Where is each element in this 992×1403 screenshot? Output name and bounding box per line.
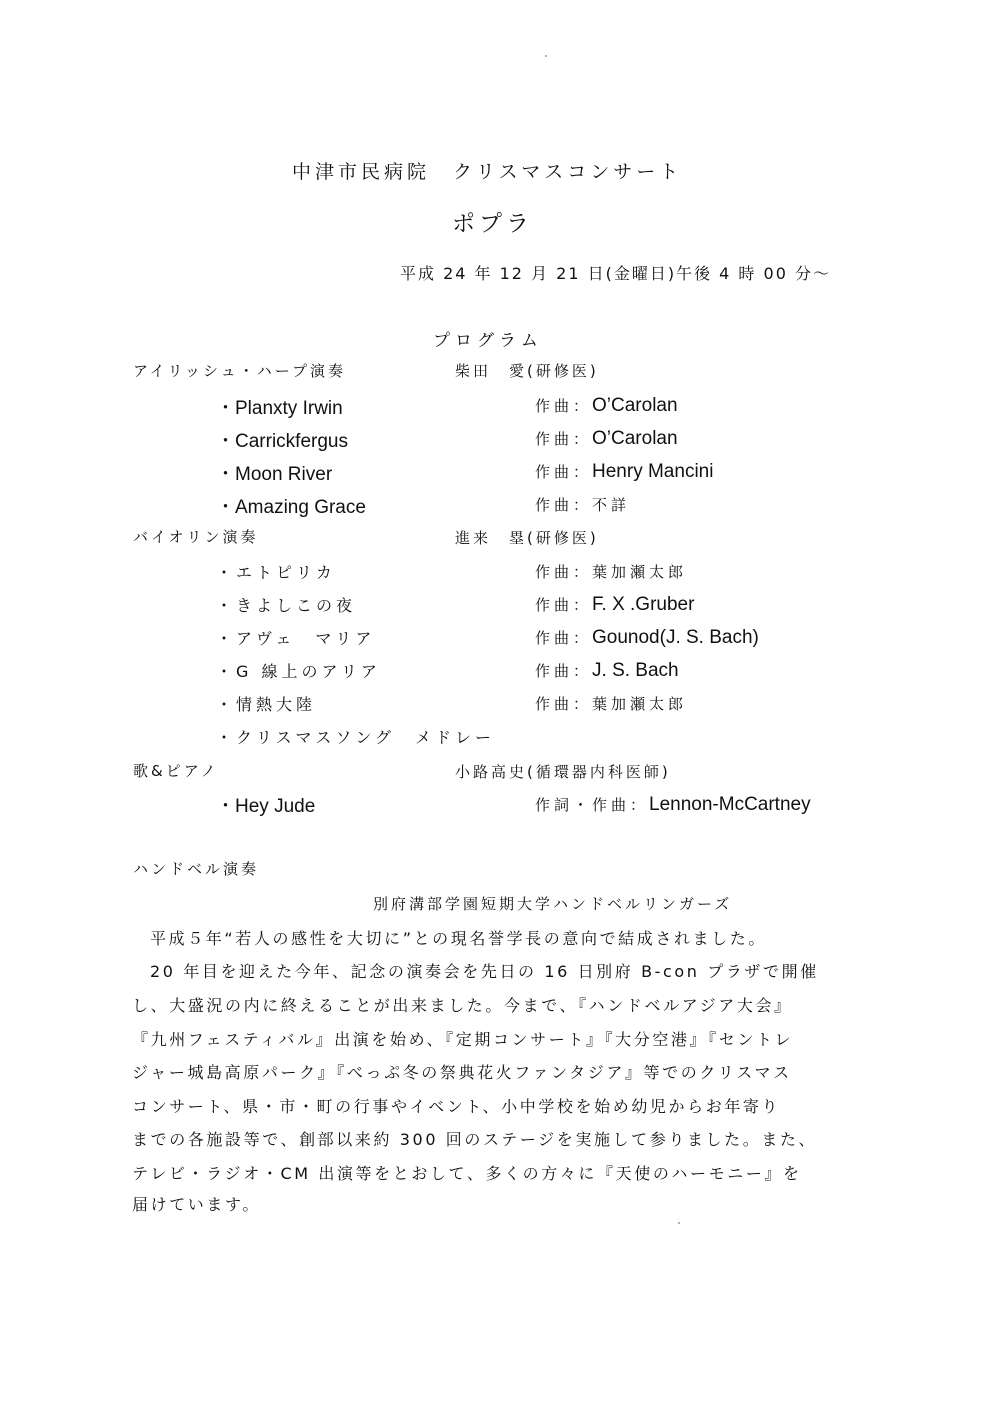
credit-name: Lennon-McCartney <box>649 794 811 815</box>
credit-label: 作曲： <box>535 496 593 514</box>
group-name-poplar: ポプラ <box>452 211 533 237</box>
composer-credit <box>535 660 679 682</box>
handbell-group-name: 別府溝部学園短期大学ハンドベルリンガーズ <box>373 895 733 913</box>
program-item: ・Planxty Irwin <box>216 398 343 419</box>
paragraph-line: テレビ・ラジオ・CM 出演等をとおして、多くの方々に『天使のハーモニー』を <box>132 1164 802 1183</box>
credit-name: O’Carolan <box>592 428 678 449</box>
composer-credit <box>535 794 811 816</box>
paragraph-line: 20 年目を迎えた今年、記念の演奏会を先日の 16 日別府 B-con プラザで開催 <box>150 962 819 981</box>
concert-title: 中津市民病院 クリスマスコンサート <box>292 161 683 183</box>
composer-credit <box>535 693 687 714</box>
composer-credit <box>535 395 678 417</box>
performer-harp: 柴田 愛(研修医) <box>455 362 599 380</box>
credit-label: 作曲： <box>535 662 593 680</box>
program-item: ・エトピリカ <box>216 563 336 582</box>
composer-credit <box>535 594 694 616</box>
program-item: ・Moon River <box>216 464 333 485</box>
credit-name: F. X .Gruber <box>592 594 695 615</box>
section-label-vocal-piano: 歌&ピアノ <box>133 762 219 780</box>
program-item: ・Hey Jude <box>216 796 316 817</box>
paragraph-line: し、大盛況の内に終えることが出来ました。今まで、『ハンドベルアジア大会』 <box>132 996 793 1015</box>
program-item: ・きよしこの夜 <box>216 596 357 615</box>
credit-name: 葉加瀬太郎 <box>592 695 688 713</box>
credit-name: O’Carolan <box>592 395 678 416</box>
performer-violin: 進来 塁(研修医) <box>455 529 599 547</box>
composer-credit <box>535 428 678 450</box>
credit-name: Gounod(J. S. Bach) <box>592 627 759 648</box>
paragraph-line: 『九州フェスティバル』出演を始め、『定期コンサート』『大分空港』『セントレ <box>132 1030 794 1049</box>
section-label-violin: バイオリン演奏 <box>133 528 259 546</box>
credit-label: 作曲： <box>535 563 593 581</box>
credit-label: 作曲： <box>535 629 593 647</box>
paragraph-line: までの各施設等で、創部以来約 300 回のステージを実施して参りました。また、 <box>132 1130 818 1149</box>
scan-speck <box>678 1222 680 1224</box>
credit-name: 葉加瀬太郎 <box>592 563 688 581</box>
program-item: ・アヴェ マリア <box>216 629 376 648</box>
section-label-harp: アイリッシュ・ハープ演奏 <box>133 362 347 380</box>
program-item: ・情熱大陸 <box>216 695 317 714</box>
credit-label: 作曲： <box>535 596 593 614</box>
credit-name: J. S. Bach <box>592 660 679 681</box>
paragraph-line: 届けています。 <box>132 1195 261 1214</box>
scan-speck <box>545 55 547 57</box>
credit-label: 作曲： <box>535 695 593 713</box>
credit-label: 作詞・作曲： <box>535 796 650 814</box>
composer-credit <box>535 461 713 483</box>
credit-label: 作曲： <box>535 430 593 448</box>
credit-name: 不詳 <box>592 496 631 514</box>
program-item: ・Amazing Grace <box>216 497 366 518</box>
section-label-handbell: ハンドベル演奏 <box>133 860 260 878</box>
paragraph-line: コンサート、県・市・町の行事やイベント、小中学校を始め幼児からお年寄り <box>132 1097 781 1116</box>
paragraph-line: ジャー城島高原パーク』『べっぷ冬の祭典花火ファンタジア』等でのクリスマス <box>132 1063 792 1082</box>
performer-vocal-piano: 小路高史(循環器内科医師) <box>455 763 671 781</box>
program-heading: プログラム <box>433 331 543 351</box>
program-item: ・Carrickfergus <box>216 431 348 452</box>
program-item: ・G 線上のアリア <box>216 662 381 681</box>
composer-credit <box>535 561 687 582</box>
credit-name: Henry Mancini <box>592 461 714 482</box>
credit-label: 作曲： <box>535 397 593 415</box>
program-item: ・クリスマスソング メドレー <box>216 728 496 747</box>
composer-credit <box>535 627 759 649</box>
paragraph-line: 平成５年“若人の感性を大切に”との現名誉学長の意向で結成されました。 <box>150 929 767 948</box>
composer-credit <box>535 494 630 515</box>
concert-datetime: 平成 24 年 12 月 21 日(金曜日)午後 4 時 00 分～ <box>400 264 831 283</box>
credit-label: 作曲： <box>535 463 593 481</box>
